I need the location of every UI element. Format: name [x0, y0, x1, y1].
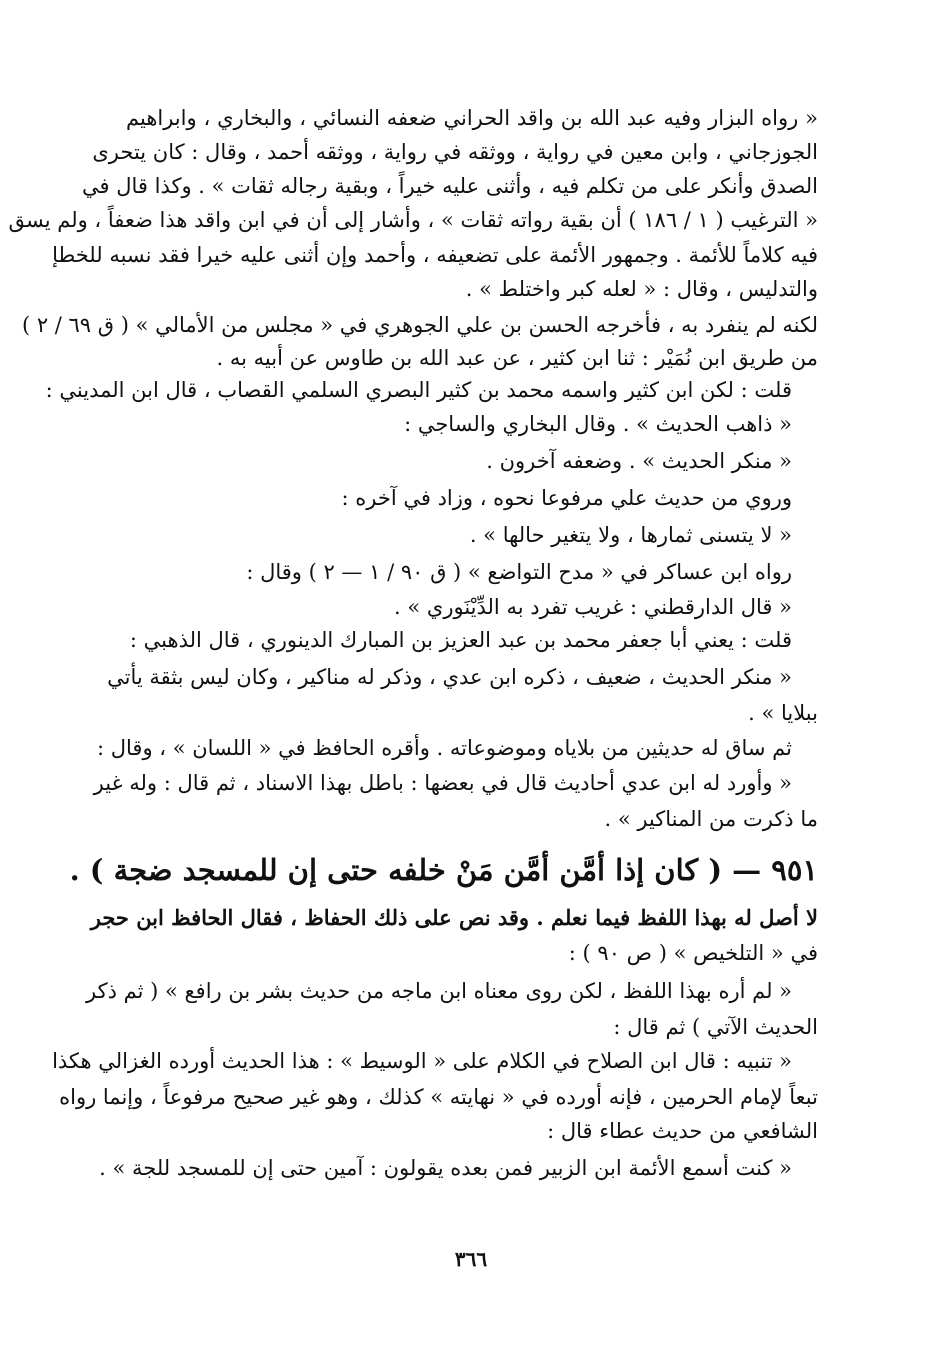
- text-line: فيه كلاماً للأئمة . وجمهور الأئمة على تضعيفه ، وأحمد وإن أثنى عليه خيرا فقد نسبه للخطإ: [52, 243, 818, 267]
- text-line: الجوزجاني ، وابن معين في رواية ، ووثقه في رواية ، ووثقه أحمد ، وقال : كان يتحرى: [92, 140, 818, 164]
- text-line: « كنت أسمع الأئمة ابن الزبير فمن بعده يقولون : آمين حتى إن للمسجد للجة » .: [99, 1156, 792, 1180]
- text-line: وروي من حديث علي مرفوعا نحوه ، وزاد في آخره :: [341, 486, 792, 510]
- hadith-text: ( كان إذا أمَّن أمَّن مَنْ خلفه حتى إن للمسجد ضجة ) .: [69, 853, 723, 887]
- text-line: « لم أره بهذا اللفظ ، لكن روى معناه ابن ماجه من حديث بشر بن رافع » ( ثم ذكر: [86, 979, 792, 1003]
- text-line: ثم ساق له حديثين من بلاياه وموضوعاته . وأقره الحافظ في « اللسان » ، وقال :: [97, 736, 792, 760]
- hadith-number: ٩٥١: [771, 853, 818, 887]
- text-line: « تنبيه : قال ابن الصلاح في الكلام على « الوسيط » : هذا الحديث أورده الغزالي هكذا: [52, 1049, 792, 1073]
- text-line: « وأورد له ابن عدي أحاديث قال في بعضها : باطل بهذا الاسناد ، ثم قال : وله غير: [93, 771, 792, 795]
- text-line: رواه ابن عساكر في « مدح التواضع » ( ق ٩٠ / ١ — ٢ ) وقال :: [246, 560, 792, 584]
- text-line: « ذاهب الحديث » . وقال البخاري والساجي :: [404, 412, 792, 436]
- text-line: « منكر الحديث » . وضعفه آخرون .: [486, 449, 792, 473]
- text-line: الشافعي من حديث عطاء قال :: [547, 1119, 818, 1143]
- text-line: من طريق ابن نُمَيْر : ثنا ابن كثير ، عن عبد الله بن طاوس عن أبيه به .: [216, 346, 818, 370]
- hadith-dash: —: [732, 853, 762, 887]
- page-number: ٣٦٦: [454, 1247, 488, 1271]
- text-line: لا أصل له بهذا اللفظ فيما نعلم . وقد نص على ذلك الحفاظ ، فقال الحافظ ابن حجر: [90, 905, 818, 930]
- text-line: تبعاً لإمام الحرمين ، فإنه أورده في « نهايته » كذلك ، وهو غير صحيح مرفوعاً ، وإنما رواه: [59, 1085, 818, 1109]
- text-line: « لا يتسنى ثمارها ، ولا يتغير حالها » .: [469, 523, 792, 547]
- text-line: ما ذكرت من المناكير » .: [604, 807, 818, 831]
- text-line: ببلايا » .: [748, 701, 818, 725]
- text-line: لكنه لم ينفرد به ، فأخرجه الحسن بن علي الجوهري في « مجلس من الأمالي » ( ق ٦٩ / ٢ ): [21, 313, 818, 337]
- text-line: « الترغيب ( ١ / ١٨٦ ) أن بقية رواته ثقات » ، وأشار إلى أن في ابن واقد هذا ضعفاً ، ولم يسق: [8, 208, 818, 232]
- text-line: « رواه البزار وفيه عبد الله بن واقد الحراني ضعفه النسائي ، والبخاري ، وابراهيم: [126, 106, 818, 130]
- text-line: « قال الدارقطني : غريب تفرد به الدِّيْنَوري » .: [394, 595, 792, 619]
- text-line: قلت : يعني أبا جعفر محمد بن عبد العزيز بن المبارك الدينوري ، قال الذهبي :: [129, 628, 792, 652]
- text-line: الصدق وأنكر على من تكلم فيه ، وأثنى عليه خيراً ، وبقية رجاله ثقات » . وكذا قال في: [82, 174, 818, 198]
- text-line: الحديث الآتي ) ثم قال :: [613, 1015, 818, 1039]
- text-line: « منكر الحديث ، ضعيف ، ذكره ابن عدي ، وذكر له مناكير ، وكان ليس بثقة يأتي: [107, 665, 792, 689]
- text-line: قلت : لكن ابن كثير واسمه محمد بن كثير البصري السلمي القصاب ، قال ابن المديني :: [45, 378, 792, 402]
- hadith-heading: [69, 850, 818, 894]
- text-line: في « التلخيص » ( ص ٩٠ ) :: [568, 941, 818, 965]
- text-line: والتدليس ، وقال : « لعله كبر واختلط » .: [465, 277, 818, 301]
